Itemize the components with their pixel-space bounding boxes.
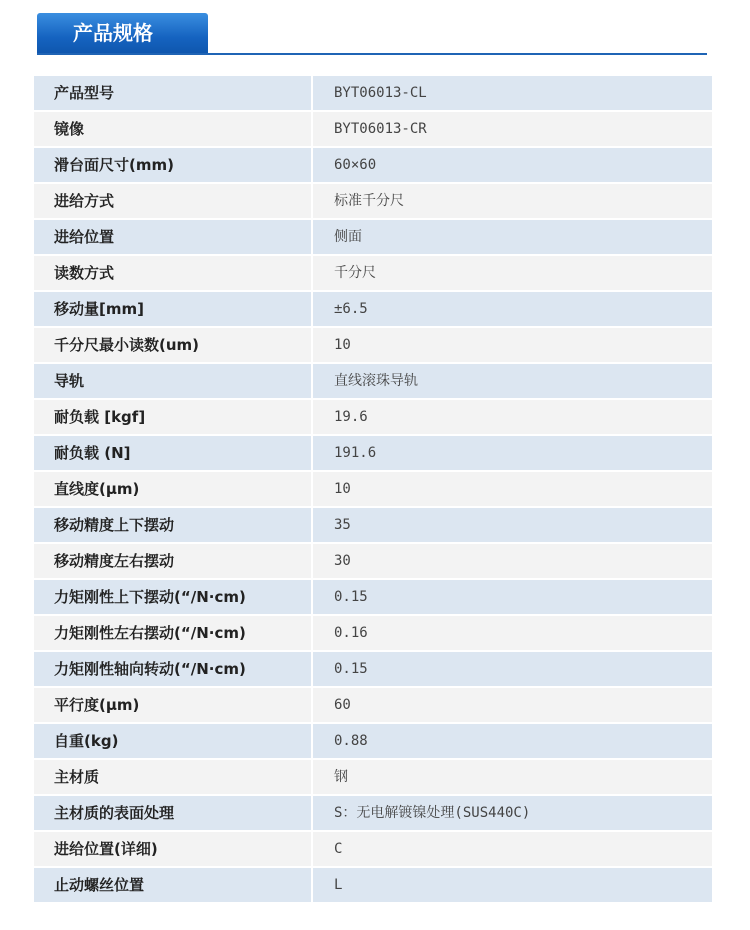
spec-label: 移动精度上下摆动 bbox=[34, 508, 311, 542]
spec-row bbox=[34, 364, 712, 398]
section-header bbox=[37, 13, 707, 56]
spec-label: 平行度(μm) bbox=[34, 688, 311, 722]
spec-value: 10 bbox=[313, 472, 712, 506]
spec-value: 60×60 bbox=[313, 148, 712, 182]
spec-label: 进给方式 bbox=[34, 184, 311, 218]
spec-label: 力矩刚性上下摆动(“/N·cm) bbox=[34, 580, 311, 614]
spec-row bbox=[34, 796, 712, 830]
spec-label: 进给位置 bbox=[34, 220, 311, 254]
spec-row bbox=[34, 760, 712, 794]
spec-row bbox=[34, 616, 712, 650]
spec-row bbox=[34, 76, 712, 110]
spec-row bbox=[34, 688, 712, 722]
spec-label: 导轨 bbox=[34, 364, 311, 398]
spec-value: 30 bbox=[313, 544, 712, 578]
spec-label: 镜像 bbox=[34, 112, 311, 146]
spec-value: 标准千分尺 bbox=[313, 184, 712, 218]
spec-label: 直线度(μm) bbox=[34, 472, 311, 506]
spec-label: 千分尺最小读数(um) bbox=[34, 328, 311, 362]
spec-value: BYT06013-CL bbox=[313, 76, 712, 110]
spec-label: 主材质 bbox=[34, 760, 311, 794]
spec-label: 进给位置(详细) bbox=[34, 832, 311, 866]
spec-row bbox=[34, 472, 712, 506]
spec-row bbox=[34, 256, 712, 290]
spec-label: 滑台面尺寸(mm) bbox=[34, 148, 311, 182]
spec-label: 耐负载 [kgf] bbox=[34, 400, 311, 434]
spec-row bbox=[34, 724, 712, 758]
spec-value: 0.88 bbox=[313, 724, 712, 758]
spec-label: 移动精度左右摆动 bbox=[34, 544, 311, 578]
spec-value: 侧面 bbox=[313, 220, 712, 254]
spec-table bbox=[34, 76, 712, 904]
spec-row bbox=[34, 436, 712, 470]
spec-label: 止动螺丝位置 bbox=[34, 868, 311, 902]
spec-value: 191.6 bbox=[313, 436, 712, 470]
spec-label: 移动量[mm] bbox=[34, 292, 311, 326]
spec-value: 千分尺 bbox=[313, 256, 712, 290]
spec-value: 直线滚珠导轨 bbox=[313, 364, 712, 398]
spec-value: 19.6 bbox=[313, 400, 712, 434]
spec-value: 35 bbox=[313, 508, 712, 542]
spec-row bbox=[34, 868, 712, 902]
spec-value: 0.15 bbox=[313, 580, 712, 614]
spec-label: 力矩刚性轴向转动(“/N·cm) bbox=[34, 652, 311, 686]
spec-row bbox=[34, 184, 712, 218]
spec-label: 读数方式 bbox=[34, 256, 311, 290]
spec-row bbox=[34, 832, 712, 866]
spec-value: 0.15 bbox=[313, 652, 712, 686]
spec-row bbox=[34, 220, 712, 254]
spec-row bbox=[34, 112, 712, 146]
spec-label: 产品型号 bbox=[34, 76, 311, 110]
header-divider bbox=[37, 53, 707, 55]
spec-value: C bbox=[313, 832, 712, 866]
spec-value: 0.16 bbox=[313, 616, 712, 650]
spec-value: BYT06013-CR bbox=[313, 112, 712, 146]
spec-label: 主材质的表面处理 bbox=[34, 796, 311, 830]
spec-row bbox=[34, 544, 712, 578]
spec-label: 耐负载 (N] bbox=[34, 436, 311, 470]
spec-value: 钢 bbox=[313, 760, 712, 794]
section-title-tab: 产品规格 bbox=[37, 13, 208, 54]
spec-row bbox=[34, 508, 712, 542]
spec-row bbox=[34, 652, 712, 686]
spec-value: L bbox=[313, 868, 712, 902]
spec-row bbox=[34, 148, 712, 182]
spec-row bbox=[34, 292, 712, 326]
spec-value: ±6.5 bbox=[313, 292, 712, 326]
spec-row bbox=[34, 400, 712, 434]
spec-value: 60 bbox=[313, 688, 712, 722]
spec-value: 10 bbox=[313, 328, 712, 362]
spec-label: 力矩刚性左右摆动(“/N·cm) bbox=[34, 616, 311, 650]
spec-row bbox=[34, 328, 712, 362]
spec-value: S：无电解镀镍处理(SUS440C) bbox=[313, 796, 712, 830]
spec-row bbox=[34, 580, 712, 614]
spec-label: 自重(kg) bbox=[34, 724, 311, 758]
